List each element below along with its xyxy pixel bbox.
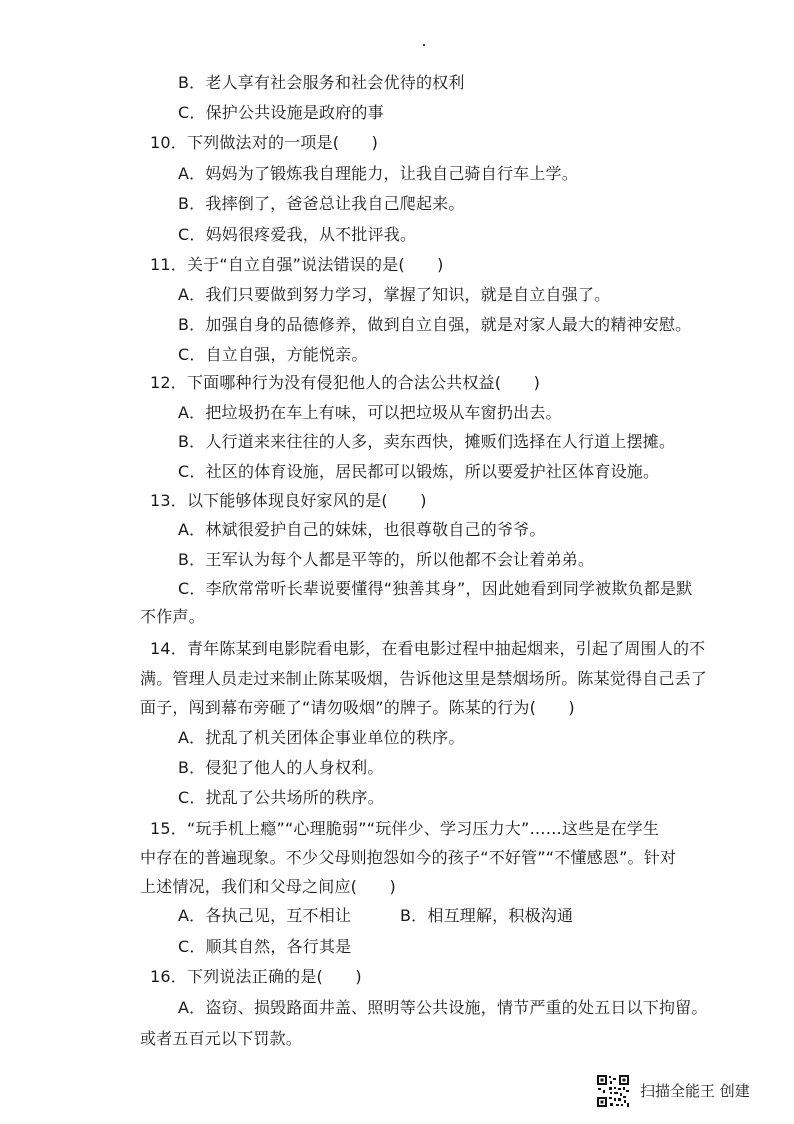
option-15c: C．顺其自然，各行其是 [178, 937, 352, 956]
option-9c: C．保护公共设施是政府的事 [178, 103, 384, 122]
option-13c: C．李欣常常听长辈说要懂得“独善其身”，因此她看到同学被欺负都是默 [178, 579, 693, 598]
question-15-line-2: 中存在的普遍现象。不少父母则抱怨如今的孩子“不好管”“不懂感恩”。针对 [140, 848, 677, 867]
option-10c: C．妈妈很疼爱我，从不批评我。 [178, 225, 417, 244]
option-16a: A．盗窃、损毁路面井盖、照明等公共设施，情节严重的处五日以下拘留。 [178, 998, 708, 1017]
question-11: 11．关于“自立自强”说法错误的是( ) [150, 255, 444, 274]
scanner-watermark [596, 1074, 786, 1110]
question-15-line-3: 上述情况，我们和父母之间应( ) [140, 877, 396, 896]
question-14: 14．青年陈某到电影院看电影，在看电影过程中抽起烟来，引起了周围人的不 [150, 639, 706, 658]
question-16: 16．下列说法正确的是( ) [150, 967, 362, 986]
question-14-line-3: 面子，闯到幕布旁砸了“请勿吸烟”的牌子。陈某的行为( ) [140, 698, 575, 717]
qr-code-icon [596, 1074, 630, 1108]
scan-speck [423, 44, 425, 46]
option-15b: B．相互理解，积极沟通 [400, 906, 574, 925]
option-13c-continued: 不作声。 [140, 607, 205, 626]
option-12a: A．把垃圾扔在车上有味，可以把垃圾从车窗扔出去。 [178, 403, 562, 422]
option-15a: A．各执己见，互不相让 [178, 906, 352, 925]
option-14c: C．扰乱了公共场所的秩序。 [178, 788, 384, 807]
question-13: 13．以下能够体现良好家风的是( ) [150, 491, 427, 510]
option-11c: C．自立自强，方能悦亲。 [178, 345, 368, 364]
option-14b: B．侵犯了他人的人身权利。 [178, 758, 384, 777]
question-15: 15．“玩手机上瘾”“心理脆弱”“玩伴少、学习压力大”……这些是在学生 [150, 819, 660, 838]
option-12c: C．社区的体育设施，居民都可以锻炼，所以要爱护社区体育设施。 [178, 462, 660, 481]
option-11a: A．我们只要做到努力学习，掌握了知识，就是自立自强了。 [178, 285, 611, 304]
option-13a: A．林斌很爱护自己的妹妹，也很尊敬自己的爷爷。 [178, 520, 546, 539]
option-10b: B．我摔倒了，爸爸总让我自己爬起来。 [178, 194, 465, 213]
question-14-line-2: 满。管理人员走过来制止陈某吸烟，告诉他这里是禁烟场所。陈某觉得自己丢了 [140, 669, 708, 688]
option-11b: B．加强自身的品德修养，做到自立自强，就是对家人最大的精神安慰。 [178, 315, 692, 334]
question-10: 10．下列做法对的一项是( ) [150, 133, 379, 152]
question-12: 12．下面哪种行为没有侵犯他人的合法公共权益( ) [150, 373, 541, 392]
option-10a: A．妈妈为了锻炼我自理能力，让我自己骑自行车上学。 [178, 164, 578, 183]
option-16a-continued: 或者五百元以下罚款。 [140, 1029, 303, 1048]
scanner-watermark-text: 扫描全能王 创建 [640, 1082, 750, 1100]
option-14a: A．扰乱了机关团体企事业单位的秩序。 [178, 728, 465, 747]
option-9b: B．老人享有社会服务和社会优待的权利 [178, 73, 465, 92]
option-12b: B．人行道来来往往的人多，卖东西快，摊贩们选择在人行道上摆摊。 [178, 432, 676, 451]
option-13b: B．王军认为每个人都是平等的，所以他都不会让着弟弟。 [178, 550, 595, 569]
